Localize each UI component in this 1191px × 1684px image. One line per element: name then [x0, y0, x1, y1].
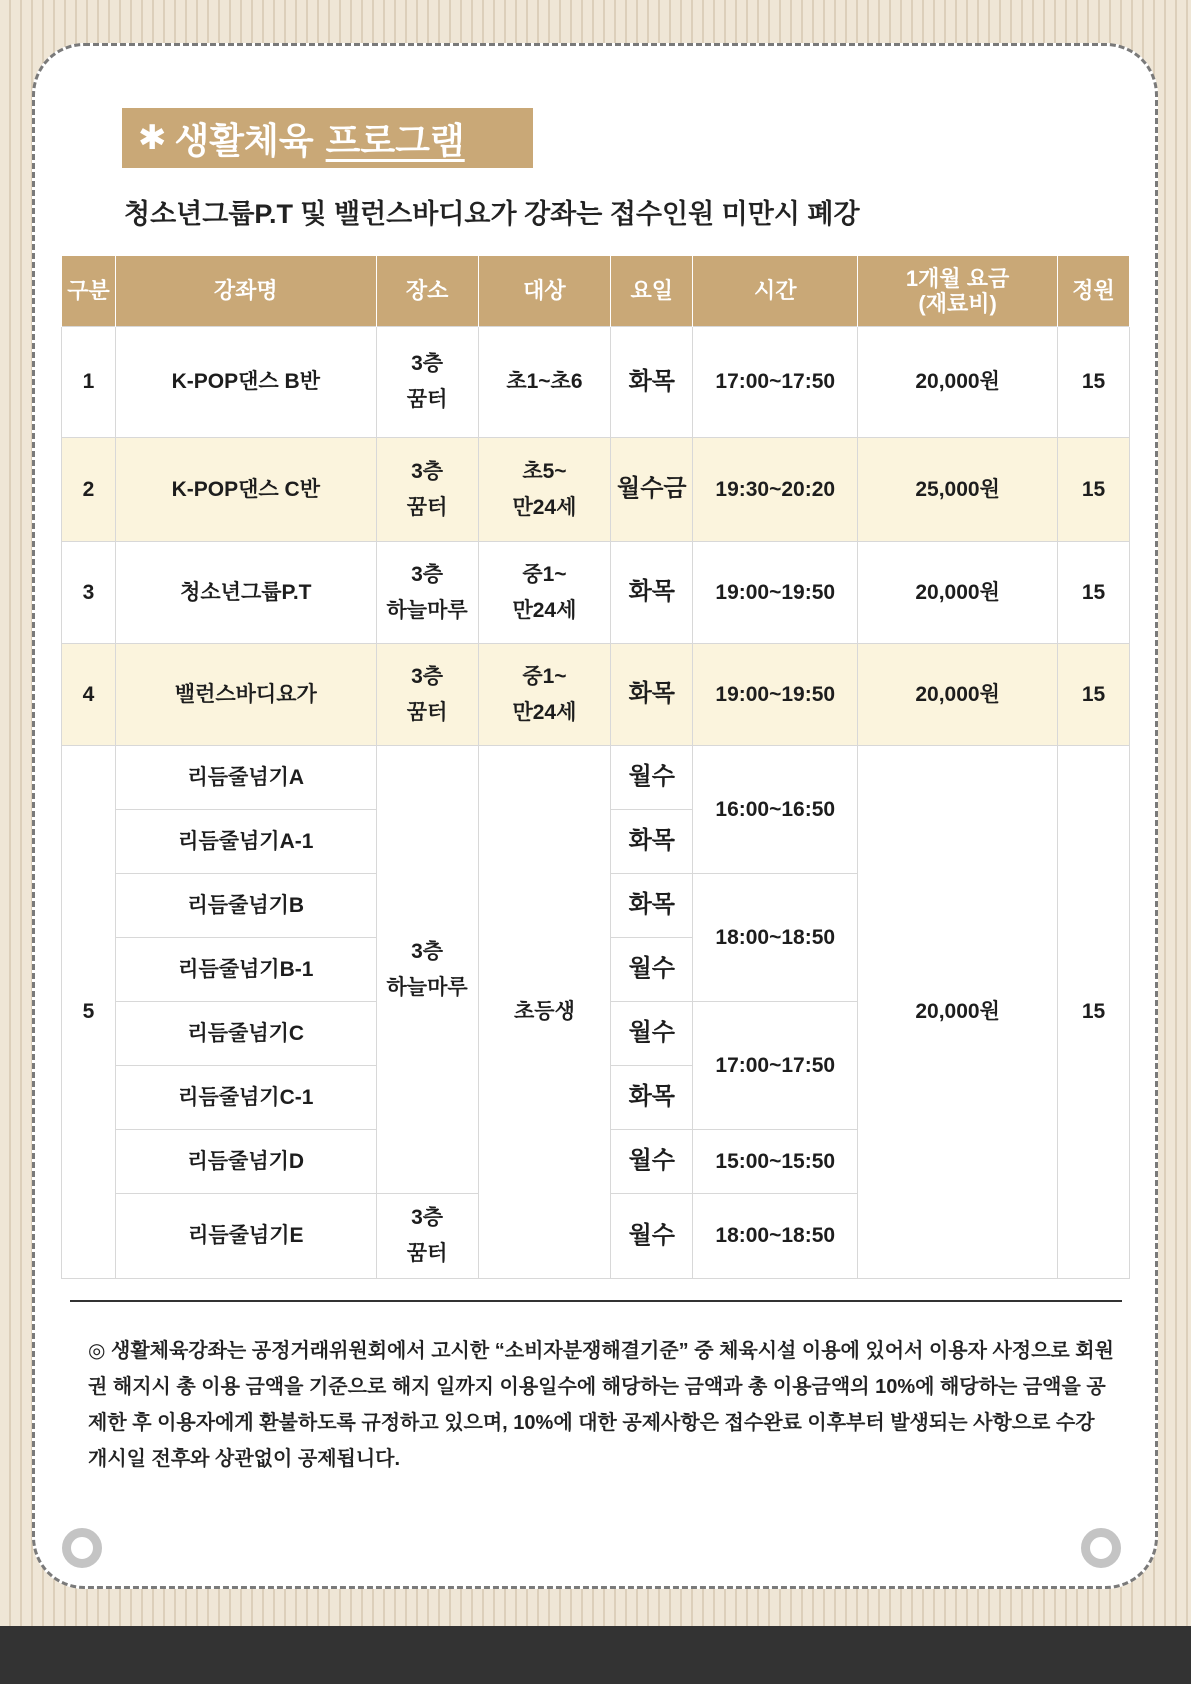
cell-day: 화목	[611, 1066, 693, 1130]
cell-fee: 20,000원	[858, 542, 1058, 644]
cell-target: 초등생	[478, 746, 611, 1279]
cell-place	[376, 746, 478, 1194]
cell-place	[376, 644, 478, 746]
cell-capacity: 15	[1058, 438, 1130, 542]
place-floor: 3층	[411, 939, 444, 963]
cell-no: 3	[62, 542, 116, 644]
cell-target	[478, 327, 611, 438]
table-header	[62, 256, 1130, 327]
cell-place	[376, 542, 478, 644]
cell-capacity: 15	[1058, 542, 1130, 644]
cell-time: 16:00~16:50	[693, 746, 858, 874]
cell-place	[376, 327, 478, 438]
divider	[70, 1300, 1122, 1302]
table-row	[62, 746, 1130, 810]
cell-capacity: 15	[1058, 327, 1130, 438]
target-line2: 만24세	[512, 700, 577, 724]
cell-target	[478, 644, 611, 746]
cell-day: 화목	[611, 542, 693, 644]
cell-day: 월수	[611, 1130, 693, 1194]
cell-time: 18:00~18:50	[693, 874, 858, 1002]
table-row	[62, 438, 1130, 542]
header-target: 대상	[478, 256, 611, 327]
binder-hole-right	[1081, 1528, 1121, 1568]
cell-fee: 25,000원	[858, 438, 1058, 542]
header-capacity: 정원	[1058, 256, 1130, 327]
target-line1: 중1~	[522, 664, 567, 688]
title-main: 생활체육	[174, 119, 314, 161]
place-floor: 3층	[411, 459, 444, 483]
cell-no: 4	[62, 644, 116, 746]
cell-capacity: 15	[1058, 746, 1130, 1279]
target-line2: 만24세	[512, 495, 577, 519]
place-room: 꿈터	[406, 388, 448, 411]
place-room: 하늘마루	[386, 598, 468, 622]
cell-day: 화목	[611, 327, 693, 438]
cell-time: 17:00~17:50	[693, 1002, 858, 1130]
header-fee	[858, 256, 1058, 327]
cell-fee: 20,000원	[858, 644, 1058, 746]
cell-day: 월수금	[611, 438, 693, 542]
place-floor: 3층	[411, 664, 444, 688]
cell-capacity: 15	[1058, 644, 1130, 746]
target-line2: 만24세	[512, 598, 577, 622]
cell-time: 19:00~19:50	[693, 542, 858, 644]
cell-place	[376, 438, 478, 542]
cell-place	[376, 1194, 478, 1279]
place-room: 꿈터	[406, 1242, 448, 1265]
table-row	[62, 327, 1130, 438]
cell-fee: 20,000원	[858, 327, 1058, 438]
cell-no: 5	[62, 746, 116, 1279]
place-room: 꿈터	[406, 700, 448, 724]
cell-course: 리듬줄넘기D	[115, 1130, 376, 1194]
cell-day: 월수	[611, 938, 693, 1002]
refund-policy-note: ◎ 생활체육강좌는 공정거래위원회에서 고시한 “소비자분쟁해결기준” 중 체육시설 이용에 있어서 이용자 사정으로 회원권 해지시 총 이용 금액을 기준으로 해지 일까지 이용일수에 해당하는 금액과 총 이용금액의 10%에 해당하는 금액을 공제한 후 이용자에게 환불하도록 규정하고 있으며, 10%에 대한 공제사항은 접수완료 이후부터 발생되는 사항으로 수강 개시일 전후와 상관없이 공제됩니다.	[88, 1340, 1114, 1470]
header-day: 요일	[611, 256, 693, 327]
cell-time: 19:00~19:50	[693, 644, 858, 746]
cell-day: 화목	[611, 810, 693, 874]
cell-course: 밸런스바디요가	[115, 644, 376, 746]
cell-course: 리듬줄넘기C-1	[115, 1066, 376, 1130]
cell-target	[478, 438, 611, 542]
table-row	[62, 542, 1130, 644]
cell-time: 19:30~20:20	[693, 438, 858, 542]
cell-no: 1	[62, 327, 116, 438]
place-floor: 3층	[411, 562, 444, 586]
program-table	[61, 256, 1130, 1279]
cell-day: 화목	[611, 874, 693, 938]
place-floor: 3층	[411, 1206, 444, 1230]
cell-no: 2	[62, 438, 116, 542]
header-place: 장소	[376, 256, 478, 327]
cell-fee: 20,000원	[858, 746, 1058, 1279]
place-room: 하늘마루	[386, 975, 468, 999]
cell-day: 월수	[611, 1194, 693, 1279]
cell-course: 리듬줄넘기B-1	[115, 938, 376, 1002]
cell-day: 화목	[611, 644, 693, 746]
cell-day: 월수	[611, 1002, 693, 1066]
place-floor: 3층	[411, 352, 444, 376]
target-text: 초1~초6	[506, 370, 583, 394]
table-row	[62, 644, 1130, 746]
target-line1: 중1~	[522, 562, 567, 586]
cell-time: 15:00~15:50	[693, 1130, 858, 1194]
cell-time: 18:00~18:50	[693, 1194, 858, 1279]
cell-course: 리듬줄넘기E	[115, 1194, 376, 1279]
header-time: 시간	[693, 256, 858, 327]
bottom-bar	[0, 1626, 1191, 1684]
cell-course: K-POP댄스 C반	[115, 438, 376, 542]
section-title	[122, 108, 533, 168]
flower-icon: ✱	[138, 119, 167, 157]
target-line1: 초5~	[522, 459, 567, 483]
cell-course: 리듬줄넘기C	[115, 1002, 376, 1066]
header-fee-line2: (재료비)	[918, 291, 997, 316]
cell-course: 리듬줄넘기B	[115, 874, 376, 938]
title-sub: 프로그램	[325, 119, 465, 161]
cell-target	[478, 542, 611, 644]
closure-notice: 청소년그룹P.T 및 밸런스바디요가 강좌는 접수인원 미만시 폐강	[124, 199, 860, 229]
cell-time: 17:00~17:50	[693, 327, 858, 438]
cell-course: 리듬줄넘기A-1	[115, 810, 376, 874]
place-room: 꿈터	[406, 495, 448, 519]
cell-day: 월수	[611, 746, 693, 810]
cell-course: 리듬줄넘기A	[115, 746, 376, 810]
header-fee-line1: 1개월 요금	[905, 265, 1010, 291]
binder-hole-left	[62, 1528, 102, 1568]
cell-course: K-POP댄스 B반	[115, 327, 376, 438]
header-course: 강좌명	[115, 256, 376, 327]
header-no: 구분	[62, 256, 116, 327]
cell-course: 청소년그룹P.T	[115, 542, 376, 644]
